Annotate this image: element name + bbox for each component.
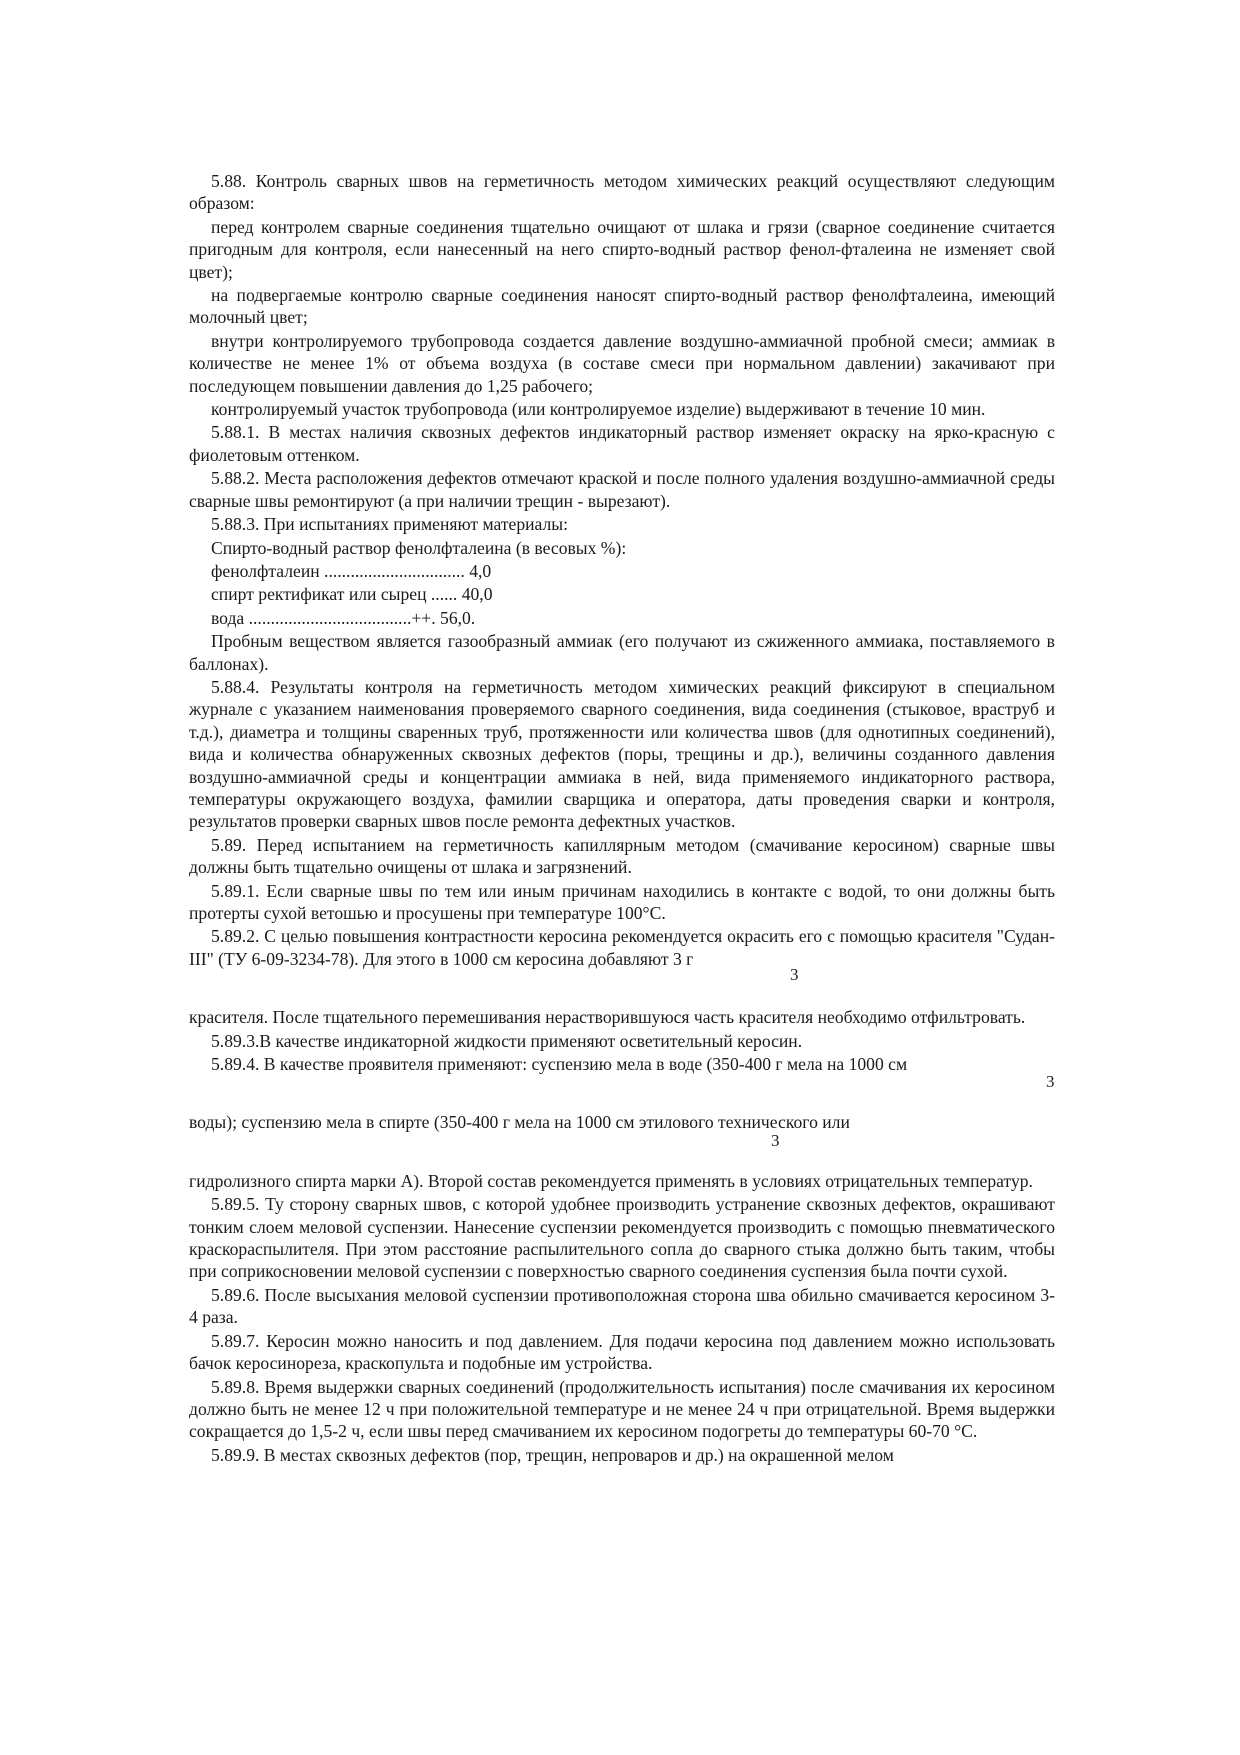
paragraph-cleaning: перед контролем сварные соединения тщательно очищают от шлака и грязи (сварное соединение считается пригодным для контроля, если нанесенный на него спирто-водный раствор фенол-фталеина не изменяет свой цвет); bbox=[189, 216, 1055, 282]
paragraph-5-88-2: 5.88.2. Места расположения дефектов отмечают краской и после полного удаления воздушно-аммиачной среды сварные швы ремонтируют (а при наличии трещин - вырезают). bbox=[189, 468, 1055, 511]
paragraph-ammonia: Пробным веществом является газообразный аммиак (его получают из сжиженного аммиака, поставляемого в баллонах). bbox=[189, 631, 1055, 674]
superscript-line-2 bbox=[189, 1072, 1055, 1111]
superscript-3: 3 bbox=[1046, 1072, 1055, 1092]
paragraph-apply-solution: на подвергаемые контролю сварные соединения наносят спирто-водный раствор фенолфталеина, имеющий молочный цвет; bbox=[189, 285, 1055, 328]
paragraph-5-88-4: 5.88.4. Результаты контроля на герметичность методом химических реакций фиксируют в специальном журнале с указанием наименования проверяемого сварного соединения, вида соединения (стыковое, враструб и т.д.), диаметра и толщины сваренных труб, протяженности или количества швов (для однотипных соединений), вида и количества обнаруженных сквозных дефектов (поры, трещины и др.), величины созданного давления воздушно-аммиачной среды и концентрации аммиака в ней, вида применяемого индикаторного раствора, температуры окружающего воздуха, фамилии сварщика и оператора, даты проведения сварки и контроля, результатов проверки сварных швов после ремонта дефектных участков. bbox=[189, 676, 1055, 832]
paragraph-pressure: внутри контролируемого трубопровода создается давление воздушно-аммиачной пробной смеси; аммиак в количестве не менее 1% от объема воздуха (в составе смеси при нормальном давлении) закачивают при последующем повышении давления до 1,25 рабочего; bbox=[189, 330, 1055, 396]
superscript-line-1 bbox=[189, 965, 1055, 1006]
composition-spirit: спирт ректификат или сырец ...... 40,0 bbox=[211, 584, 493, 605]
paragraph-5-89-8: 5.89.8. Время выдержки сварных соединений (продолжительность испытания) после смачивания их керосином должно быть не менее 12 ч при положительной температуре и не менее 24 ч при отрицательной. Время выдержки сокращается до 1,5-2 ч, если швы перед смачиванием их керосином подогреты до температуры 60-70 °С. bbox=[189, 1376, 1055, 1442]
paragraph-5-89-4-end: гидролизного спирта марки А). Второй состав рекомендуется применять в условиях отрицательных температур. bbox=[189, 1170, 1033, 1191]
document-page bbox=[189, 170, 1055, 1467]
superscript-line-3 bbox=[189, 1130, 1055, 1170]
superscript-3: 3 bbox=[771, 1130, 780, 1150]
superscript-3: 3 bbox=[790, 965, 799, 985]
paragraph-5-88: 5.88. Контроль сварных швов на герметичность методом химических реакций осуществляют следующим образом: bbox=[189, 171, 1055, 214]
paragraph-5-89-5: 5.89.5. Ту сторону сварных швов, с которой удобнее производить устранение сквозных дефектов, окрашивают тонким слоем меловой суспензии. Нанесение суспензии рекомендуется производить с помощью пневматического краскораспылителя. При этом расстояние распылительного сопла до сварного стыка должно быть таким, чтобы при соприкосновении меловой суспензии с поверхностью сварного соединения суспензия была почти сухой. bbox=[189, 1194, 1055, 1282]
paragraph-5-89-4-cont: воды); суспензию мела в спирте (350-400 г мела на 1000 см этилового технического или bbox=[189, 1112, 850, 1133]
paragraph-5-89-4: 5.89.4. В качестве проявителя применяют: суспензию мела в воде (350-400 г мела на 1000 см bbox=[211, 1054, 908, 1075]
composition-phenolphthalein: фенолфталеин ................................ 4,0 bbox=[211, 560, 492, 581]
paragraph-5-89-6: 5.89.6. После высыхания меловой суспензии противоположная сторона шва обильно смачивается керосином 3-4 раза. bbox=[189, 1284, 1055, 1328]
composition-water: вода .....................................++. 56,0. bbox=[211, 607, 476, 628]
paragraph-5-89: 5.89. Перед испытанием на герметичность капиллярным методом (смачивание керосином) сварные швы должны быть тщательно очищены от шлака и загрязнений. bbox=[189, 834, 1055, 878]
paragraph-5-88-1: 5.88.1. В местах наличия сквозных дефектов индикаторный раствор изменяет окраску на ярко-красную с фиолетовым оттенком. bbox=[189, 422, 1055, 465]
paragraph-5-89-1: 5.89.1. Если сварные швы по тем или иным причинам находились в контакте с водой, то они должны быть протерты сухой ветошью и просушены при температуре 100°С. bbox=[189, 880, 1055, 923]
paragraph-hold: контролируемый участок трубопровода (или контролируемое изделие) выдерживают в течение 10 мин. bbox=[211, 399, 986, 420]
paragraph-5-89-9: 5.89.9. В местах сквозных дефектов (пор, трещин, непроваров и др.) на окрашенной мелом bbox=[211, 1444, 894, 1465]
paragraph-5-89-3: 5.89.3.В качестве индикаторной жидкости применяют осветительный керосин. bbox=[211, 1030, 803, 1051]
paragraph-5-89-7: 5.89.7. Керосин можно наносить и под давлением. Для подачи керосина под давлением можно использовать бачок керосинореза, краскопульта и подобные им устройства. bbox=[189, 1330, 1055, 1374]
paragraph-5-89-2: 5.89.2. С целью повышения контрастности керосина рекомендуется окрасить его с помощью красителя "Судан-III" (ТУ 6-09-3234-78). Для этого в 1000 см керосина добавляют 3 г bbox=[189, 926, 1055, 969]
paragraph-5-89-2-cont: красителя. После тщательного перемешивания нерастворившуюся часть красителя необходимо отфильтровать. bbox=[189, 1007, 1026, 1028]
paragraph-5-88-3: 5.88.3. При испытаниях применяют материалы: bbox=[211, 514, 568, 535]
composition-heading: Спирто-водный раствор фенолфталеина (в весовых %): bbox=[211, 537, 627, 558]
